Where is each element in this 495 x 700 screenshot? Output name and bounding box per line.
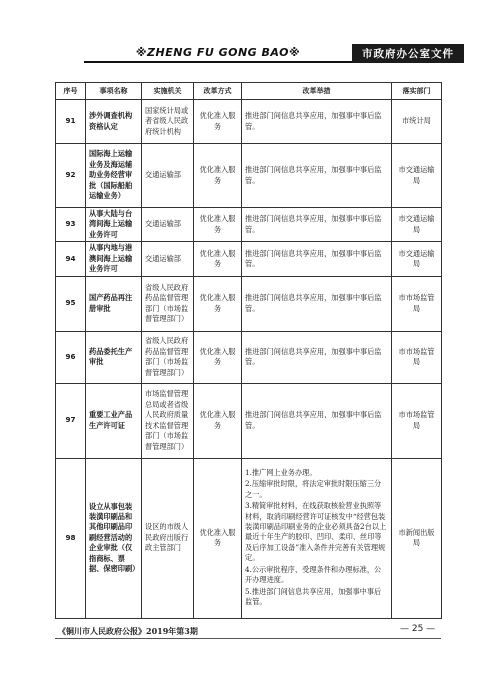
row-number: 96: [56, 331, 86, 383]
page-number: — 25 —: [400, 624, 436, 634]
footer-divider: [55, 638, 441, 639]
implementing-agency: 国家统计局或者省级人民政府统计机构: [142, 100, 194, 144]
responsible-department: 市市场监管局: [392, 276, 442, 331]
measure-line: 推进部门间信息共享应用，加强事中事后监管。: [245, 346, 382, 367]
row-number: 92: [56, 144, 86, 208]
item-name: 涉外调查机构资格认定: [86, 100, 142, 144]
table-header-row: [56, 83, 442, 100]
table-row: [56, 458, 442, 618]
reform-measures: [242, 100, 392, 144]
footer-publication: 《铜川市人民政府公报》2019年第3期: [58, 626, 198, 636]
measure-line: 推进部门间信息共享应用，加强事中事后监管。: [245, 248, 382, 268]
col-header-agency: 实施机关: [142, 83, 194, 100]
reform-measures: [242, 208, 392, 242]
row-number: 93: [56, 208, 86, 242]
gazette-title: ※ZHENG FU GONG BAO※: [84, 44, 352, 63]
section-label: 市政府办公室文件: [352, 44, 464, 63]
reform-method: 优化准入服务: [194, 208, 242, 242]
responsible-department: 市交通运输局: [392, 242, 442, 276]
row-number: 98: [56, 458, 86, 618]
measure-line: 5.推进部门间信息共享应用，加强事中事后监管。: [245, 586, 382, 607]
responsible-department: 市交通运输局: [392, 144, 442, 208]
row-number: 97: [56, 383, 86, 458]
table-row: [56, 276, 442, 331]
responsible-department: 市市场监管局: [392, 383, 442, 458]
implementing-agency: 省级人民政府药品监督管理部门（市场监督管理部门）: [142, 331, 194, 383]
table-row: [56, 100, 442, 144]
reform-method: 优化准入服务: [194, 242, 242, 276]
reform-measures: [242, 331, 392, 383]
measure-line: 推进部门间信息共享应用，加强事中事后监管。: [245, 111, 382, 131]
item-name: 重要工业产品生产许可证: [86, 383, 142, 458]
implementing-agency: 省级人民政府药品监督管理部门（市场监督管理部门）: [142, 276, 194, 331]
col-header-name: 事项名称: [86, 83, 142, 100]
measure-line: 1.推广网上业务办理。: [245, 467, 317, 477]
row-number: 94: [56, 242, 86, 276]
page-header: [84, 44, 464, 63]
item-name: 国际海上运输业务及海运辅助业务经营审批（国际船舶运输业务）: [86, 144, 142, 208]
reform-method: 优化准入服务: [194, 383, 242, 458]
reform-measures: [242, 383, 392, 458]
item-name: 药品委托生产审批: [86, 331, 142, 383]
reform-items-table: [55, 82, 442, 619]
implementing-agency: 设区的市级人民政府出版行政主管部门: [142, 458, 194, 618]
reform-method: 优化准入服务: [194, 100, 242, 144]
reform-method: 优化准入服务: [194, 276, 242, 331]
measure-line: 推进部门间信息共享应用，加强事中事后监管。: [245, 410, 382, 430]
col-header-method: 改革方式: [194, 83, 242, 100]
responsible-department: 市交通运输局: [392, 208, 442, 242]
responsible-department: 市统计局: [392, 100, 442, 144]
measure-line: 2.压缩审批时限，将法定审批时限压缩三分之一。: [245, 479, 382, 499]
implementing-agency: 市场监督管理总局或者省级人民政府质量技术监督管理部门（市场监督管理部门）: [142, 383, 194, 458]
item-name: 从事内地与港澳间海上运输业务许可: [86, 242, 142, 276]
table-row: [56, 331, 442, 383]
measure-line: 4.公示审批程序、受理条件和办理标准，公开办理进度。: [245, 564, 382, 585]
measure-line: 推进部门间信息共享应用，加强事中事后监管。: [245, 293, 382, 313]
table-row: [56, 144, 442, 208]
reform-method: 优化准入服务: [194, 331, 242, 383]
col-header-measures: 改革举措: [242, 83, 392, 100]
item-name: 从事大陆与台湾间海上运输业务许可: [86, 208, 142, 242]
table-row: [56, 208, 442, 242]
measure-line: 推进部门间信息共享应用，加强事中事后监管。: [245, 165, 382, 185]
col-header-dept: 落实部门: [392, 83, 442, 100]
measure-line: 推进部门间信息共享应用，加强事中事后监管。: [245, 214, 382, 234]
measure-line: 3.精简审批材料，在线获取核验营业执照等材料，取消印刷经营许可证核发中“经营包装装潢印刷品印刷业务的企业必须具备2台以上最近十年生产的胶印、凹印、柔印、丝印等及后序加工设备”准入条件并完善有关管理规定。: [245, 501, 387, 563]
reform-measures: [242, 144, 392, 208]
reform-measures: [242, 242, 392, 276]
col-header-no: 序号: [56, 83, 86, 100]
item-name: 国产药品再注册审批: [86, 276, 142, 331]
table-row: [56, 242, 442, 276]
responsible-department: 市新闻出版局: [392, 458, 442, 618]
reform-measures: [242, 458, 392, 618]
item-name: 设立从事包装装潢印刷品和其他印刷品印刷经营活动的企业审批（仅指商标、票据、保密印刷）: [86, 458, 142, 618]
implementing-agency: 交通运输部: [142, 208, 194, 242]
implementing-agency: 交通运输部: [142, 242, 194, 276]
reform-method: 优化准入服务: [194, 144, 242, 208]
reform-measures: [242, 276, 392, 331]
table-row: [56, 383, 442, 458]
row-number: 95: [56, 276, 86, 331]
reform-method: 优化准入服务: [194, 458, 242, 618]
row-number: 91: [56, 100, 86, 144]
responsible-department: 市市场监管局: [392, 331, 442, 383]
implementing-agency: 交通运输部: [142, 144, 194, 208]
